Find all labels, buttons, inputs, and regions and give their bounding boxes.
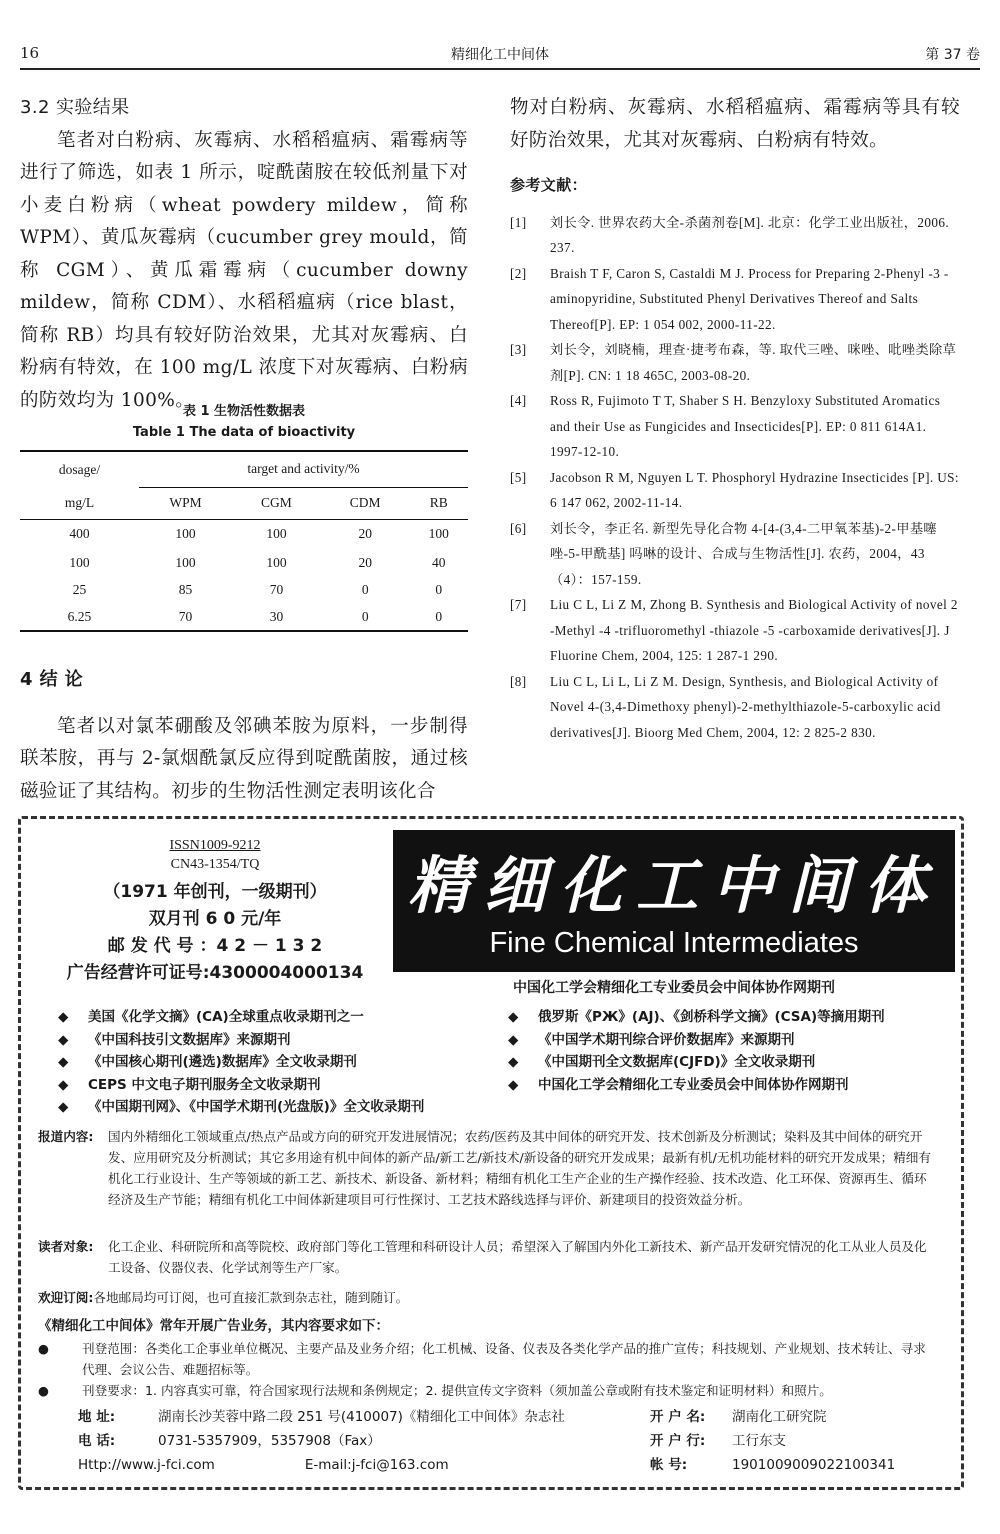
phone: 0731-5357909，5357908（Fax）	[158, 1433, 381, 1449]
section-title-results: 3.2 实验结果	[20, 97, 130, 118]
requirement-item: ● 刊登要求：1. 内容真实可靠，符合国家现行法规和条例规定；2. 提供宣传文字资料（须加盖公章或附有技术鉴定和证明材料）和照片。	[38, 1380, 938, 1401]
table-1	[20, 400, 468, 632]
readers-content	[38, 1236, 938, 1278]
journal-info	[40, 838, 390, 983]
list-item: ◆ 俄罗斯《РЖ》(AJ)、《剑桥科学文摘》(CSA)等摘用期刊	[508, 1006, 948, 1029]
scope-item: ● 刊登范围：各类化工企事业单位概况、主要产品及业务介绍；化工机械、设备、仪表及各类化学产品的推广宣传；科技规划、产业规划、技术转让、寻求代理、会议公告、难题招标等。	[38, 1338, 938, 1380]
journal-banner	[393, 830, 955, 972]
table-cell: 85	[178, 581, 193, 597]
table-caption-en: Table 1 The data of bioactivity	[132, 425, 356, 440]
indexing-list-left	[58, 1006, 498, 1119]
list-item: ◆ 《中国期刊网》、《中国学术期刊(光盘版)》全文收录期刊	[58, 1096, 498, 1119]
account-number: 1901009009022100341	[732, 1457, 896, 1473]
subscribe-text: 各地邮局均可订阅，也可直接汇款到杂志社，随到随订。	[93, 1290, 409, 1305]
website: //www.j-fci.com	[111, 1457, 215, 1473]
table-cell: 400	[20, 519, 139, 549]
table-cell: 0	[361, 581, 369, 597]
table-cell: 100	[410, 519, 468, 549]
list-item: ◆ CEPS 中文电子期刊服务全文收录期刊	[58, 1074, 498, 1097]
cn-number: CN43-1354/TQ	[170, 857, 260, 872]
table-cell: 70	[269, 581, 284, 597]
readers-label: 读者对象:	[38, 1239, 94, 1254]
reference-item: [3] 刘长令，刘晓楠，理查·捷考布森，等. 取代三唑、咪唑、吡唑类除草剂[P]. CN: 1 18 465C, 2003-08-20.	[510, 342, 957, 383]
sponsor-line: 中国化工学会精细化工专业委员会中间体协作网期刊	[513, 980, 835, 996]
table-caption-cn: 表 1 生物活性数据表	[182, 404, 306, 419]
results-paragraph: 笔者对白粉病、灰霉病、水稻稻瘟病、霜霉病等进行了筛选，如表 1 所示，啶酰菌胺在较低剂量下对小麦白粉病（wheat powdery mildew，简称 WPM）、黄瓜灰霉病（cucumber grey mould，简称 CGM）、黄瓜霜霉病（cucumber downy mildew，简称 CDM）、水稻稻瘟病（rice blast，简称 RB）均具有较好防治效果，尤其对灰霉病、白粉病有特效，在 100 mg/L 浓度下对灰霉病、白粉病的防效均为 100%。	[20, 129, 468, 411]
table-cell: 100	[175, 554, 196, 570]
table-cell: 100	[69, 554, 90, 570]
report-label: 报道内容:	[38, 1129, 94, 1144]
table-header-unit: mg/L	[64, 494, 95, 510]
banner-english-title: Fine Chemical Intermediates	[489, 927, 859, 959]
table-header-col: CGM	[261, 495, 292, 510]
contact-left: 地 址: 湖南长沙芙蓉中路二段 251 号(410007)《精细化工中间体》杂志社 电 话: 0731-5357909，5357908（Fax） Http://www.j-fci.com E-mail:j-fci@163.com	[78, 1409, 565, 1473]
table-cell: 6.25	[20, 603, 139, 631]
reference-item: [7] Liu C L, Li Z M, Zhong B. Synthesis and Biological Activity of novel 2 -Methyl -4 -trifluoromethyl -thiazole -5 -carboxamide derivatives[J]. J Fluorine Chem, 2004, 125: 1 287-1 290.	[510, 597, 958, 663]
table-cell: 40	[432, 554, 446, 570]
conclusion-continuation: 物对白粉病、灰霉病、水稻稻瘟病、霜霉病等具有较好防治效果，尤其对灰霉病、白粉病有特效。	[510, 97, 960, 151]
page-number: 16	[20, 44, 40, 62]
frequency-price: 双月刊 6 0 元/年	[148, 909, 282, 929]
report-content	[38, 1126, 938, 1210]
table-header-dosage: dosage/	[20, 451, 139, 487]
email: j-fci@163.com	[351, 1457, 449, 1473]
journal-name: 精细化工中间体	[451, 47, 549, 63]
conclusion-section	[20, 664, 468, 808]
report-text: 国内外精细化工领域重点/热点产品或方向的研究开发进展情况；农药/医药及其中间体的研究开发、技术创新及分析测试；染料及其中间体的研究开发、应用研究及分析测试；其它多用途有机中间体的新产品/新工艺/新技术/新设备的研究开发成果；最新有机/无机功能材料的研究开发成果；精细有机化工行业设计、生产等领域的新工艺、新技术、新设备、新材料；精细有机化工生产企业的生产操作经验、技术改造、化工环保、资源再生、循环经济及生产节能；精细有机化工中间体新建项目可行性探讨、工艺技术路线选择与评价、新建项目的投资效益分析。	[108, 1129, 931, 1207]
table-header-col: RB	[429, 495, 448, 510]
issn: ISSN1009-9212	[169, 838, 261, 853]
references-title: 参考文献：	[510, 176, 588, 194]
list-item: ◆ 《中国科技引文数据库》来源期刊	[58, 1029, 498, 1052]
ad-business-title: 《精细化工中间体》常年开展广告业务，其内容要求如下：	[38, 1318, 389, 1334]
reference-list	[510, 210, 960, 746]
indexing-list-right	[508, 1006, 948, 1096]
banner-title: 精细化工中间体	[407, 849, 940, 922]
ad-requirements	[38, 1338, 938, 1401]
table-cell: 20	[358, 554, 372, 570]
table-cell: 70	[139, 603, 232, 631]
reference-item: [4] Ross R, Fujimoto T T, Shaber S H. Benzyloxy Substituted Aromatics and their Use as Fungicides and Insecticides[P]. EP: 0 811 614A1. 1997-12-10.	[510, 393, 941, 459]
list-item: ◆ 《中国核心期刊(遴选)数据库》全文收录期刊	[58, 1051, 498, 1074]
conclusion-paragraph: 笔者以对氯苯硼酸及邻碘苯胺为原料，一步制得联苯胺，再与 2-氯烟酰氯反应得到啶酰菌胺，通过核磁验证了其结构。初步的生物活性测定表明该化合	[20, 715, 468, 802]
reference-item: [2] Braish T F, Caron S, Castaldi M J. Process for Preparing 2-Phenyl -3 -aminopyridine, Substituted Phenyl Derivatives Thereof and Salts Thereof[P]. EP: 1 054 002, 2000-11-22.	[510, 265, 949, 332]
right-column	[510, 92, 960, 745]
page-header	[20, 40, 980, 70]
ad-license: 广告经营许可证号:4300004000134	[66, 963, 364, 983]
bioactivity-table	[20, 450, 468, 632]
table-cell: 20	[321, 519, 410, 549]
table-cell: 25	[72, 581, 87, 597]
conclusion-title: 4 结 论	[20, 669, 84, 690]
table-cell: 0	[321, 603, 410, 631]
left-column	[20, 92, 468, 417]
subscribe-content	[38, 1287, 938, 1308]
table-cell: 30	[232, 603, 321, 631]
reference-item: [6] 刘长令，李正名. 新型先导化合物 4-[4-(3,4-二甲氧苯基)-2-甲基噻唑-5-甲酰基] 吗啉的设计、合成与生物活性[J]. 农药，2004，43（4）：157-159.	[510, 520, 938, 587]
table-cell: 0	[410, 603, 468, 631]
account-name: 湖南化工研究院	[732, 1409, 827, 1425]
table-cell: 100	[232, 519, 321, 549]
postal-code: 邮 发 代 号 ：4 2 － 1 3 2	[107, 936, 323, 956]
subscribe-label: 欢迎订阅:	[38, 1290, 94, 1305]
reference-item: [1] 刘长令. 世界农药大全-杀菌剂卷[M]. 北京：化学工业出版社，2006. 237.	[510, 214, 950, 255]
reference-item: [5] Jacobson R M, Nguyen L T. Phosphoryl Hydrazine Insecticides [P]. US: 6 147 062, 2002-11-14.	[510, 469, 959, 510]
list-item: ◆ 《中国期刊全文数据库(CJFD)》全文收录期刊	[508, 1051, 948, 1074]
table-cell: 100	[139, 519, 232, 549]
contact-right: 开 户 名: 湖南化工研究院 开 户 行: 工行东支 帐 号: 1901009009022100341	[650, 1409, 896, 1473]
table-cell: 0	[435, 581, 443, 597]
founded-label: （1971 年创刊，一级期刊）	[103, 882, 327, 902]
table-header-group: target and activity/%	[139, 451, 468, 487]
list-item: ◆ 美国《化学文摘》(CA)全球重点收录期刊之一	[58, 1006, 498, 1029]
table-header-col: CDM	[349, 495, 381, 510]
list-item: ◆ 中国化工学会精细化工专业委员会中间体协作网期刊	[508, 1074, 948, 1097]
bank: 工行东支	[732, 1433, 786, 1449]
volume-label: 第 37 卷	[925, 47, 980, 63]
readers-text: 化工企业、科研院所和高等院校、政府部门等化工管理和科研设计人员；希望深入了解国内外化工新技术、新产品开发研究情况的化工从业人员及化工设备、仪器仪表、化学试剂等生产厂家。	[108, 1239, 927, 1275]
address: 湖南长沙芙蓉中路二段 251 号(410007)《精细化工中间体》杂志社	[158, 1409, 565, 1425]
table-cell: 100	[266, 554, 287, 570]
table-header-col: WPM	[169, 495, 202, 510]
list-item: ◆ 《中国学术期刊综合评价数据库》来源期刊	[508, 1029, 948, 1052]
reference-item: [8] Liu C L, Li L, Li Z M. Design, Synthesis, and Biological Activity of Novel 4-(3,4-Dimethoxy phenyl)-2-methylthiazole-5-carboxylic acid derivatives[J]. Bioorg Med Chem, 2004, 12: 2 825-2 830.	[510, 673, 941, 740]
